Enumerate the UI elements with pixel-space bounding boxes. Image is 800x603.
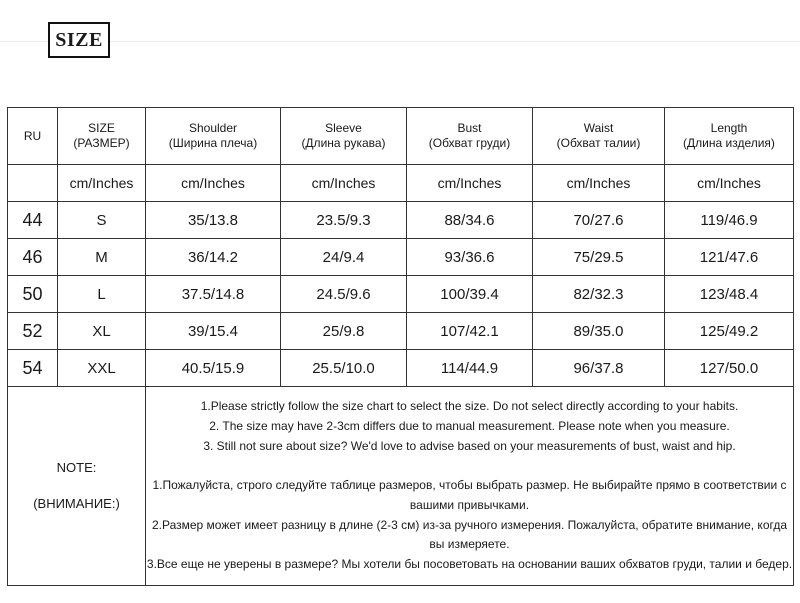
header-sleeve-ru: (Длина рукава): [301, 136, 386, 150]
length-cell: 121/47.6: [665, 239, 794, 276]
bust-cell: 114/44.9: [407, 350, 533, 387]
ru-size-cell: 44: [8, 202, 58, 239]
shoulder-cell: 39/15.4: [146, 313, 281, 350]
note-line-en: 3. Still not sure about size? We'd love to advise based on your measurements of bust, waist and hip.: [203, 438, 736, 453]
shoulder-cell: 35/13.8: [146, 202, 281, 239]
waist-cell: 75/29.5: [533, 239, 665, 276]
length-cell: 125/49.2: [665, 313, 794, 350]
header-waist-ru: (Обхват талии): [556, 136, 641, 150]
note-row: [8, 387, 794, 586]
header-bust-en: Bust: [457, 121, 482, 135]
bust-cell: 100/39.4: [407, 276, 533, 313]
bust-cell: 93/36.6: [407, 239, 533, 276]
header-sleeve-en: Sleeve: [325, 121, 362, 135]
note-line-ru: 2.Размер может имеет разницу в длине (2-3 см) из-за ручного измерения. Пожалуйста, обратите внимание, когда вы измеряете.: [151, 517, 788, 552]
shoulder-cell: 37.5/14.8: [146, 276, 281, 313]
letter-size-cell: L: [58, 276, 146, 313]
table-row: [8, 313, 794, 350]
sleeve-cell: 24/9.4: [281, 239, 407, 276]
table-row: [8, 350, 794, 387]
table-row: [8, 202, 794, 239]
header-length: [665, 108, 794, 165]
note-line-ru: 3.Все еще не уверены в размере? Мы хотели бы посоветовать на основании ваших обхватов груди, талии и бедер.: [146, 556, 793, 571]
note-label-ru: (ВНИМАНИЕ:): [33, 496, 120, 511]
header-bust: [407, 108, 533, 165]
header-divider: [0, 41, 800, 42]
units-cell-empty: [8, 165, 58, 202]
header-sleeve: [281, 108, 407, 165]
sleeve-cell: 23.5/9.3: [281, 202, 407, 239]
header-waist: [533, 108, 665, 165]
shoulder-cell: 40.5/15.9: [146, 350, 281, 387]
header-shoulder-ru: (Ширина плеча): [168, 136, 258, 150]
size-chart-table: [7, 107, 794, 586]
shoulder-cell: 36/14.2: [146, 239, 281, 276]
sleeve-cell: 25.5/10.0: [281, 350, 407, 387]
letter-size-cell: XL: [58, 313, 146, 350]
table-row: [8, 276, 794, 313]
sleeve-cell: 24.5/9.6: [281, 276, 407, 313]
waist-cell: 70/27.6: [533, 202, 665, 239]
units-cell: cm/Inches: [58, 165, 146, 202]
size-badge: SIZE: [48, 22, 110, 58]
header-row: [8, 108, 794, 165]
letter-size-cell: XXL: [58, 350, 146, 387]
header-length-en: Length: [710, 121, 748, 135]
length-cell: 119/46.9: [665, 202, 794, 239]
length-cell: 123/48.4: [665, 276, 794, 313]
waist-cell: 89/35.0: [533, 313, 665, 350]
header-bust-ru: (Обхват груди): [428, 136, 511, 150]
bust-cell: 88/34.6: [407, 202, 533, 239]
ru-size-cell: 50: [8, 276, 58, 313]
note-text-cell: [146, 387, 794, 586]
ru-size-cell: 52: [8, 313, 58, 350]
note-line-en: 2. The size may have 2-3cm differs due to manual measurement. Please note when you measure.: [209, 419, 730, 434]
header-size: [58, 108, 146, 165]
header-shoulder-en: Shoulder: [188, 121, 238, 135]
length-cell: 127/50.0: [665, 350, 794, 387]
bust-cell: 107/42.1: [407, 313, 533, 350]
note-line-ru: 1.Пожалуйста, строго следуйте таблице размеров, чтобы выбрать размер. Не выбирайте прямо в соответствии с вашими привычками.: [152, 478, 787, 512]
waist-cell: 96/37.8: [533, 350, 665, 387]
units-cell: cm/Inches: [146, 165, 281, 202]
ru-size-cell: 54: [8, 350, 58, 387]
units-cell: cm/Inches: [281, 165, 407, 202]
letter-size-cell: S: [58, 202, 146, 239]
sleeve-cell: 25/9.8: [281, 313, 407, 350]
units-row: [8, 165, 794, 202]
header-ru: RU: [8, 108, 58, 165]
units-cell: cm/Inches: [533, 165, 665, 202]
header-size-ru: (РАЗМЕР): [73, 136, 130, 150]
ru-size-cell: 46: [8, 239, 58, 276]
units-cell: cm/Inches: [407, 165, 533, 202]
note-label: NOTE:: [56, 460, 97, 475]
table-row: [8, 239, 794, 276]
letter-size-cell: M: [58, 239, 146, 276]
header-shoulder: [146, 108, 281, 165]
note-line-en: 1.Please strictly follow the size chart to select the size. Do not select directly according to your habits.: [200, 399, 739, 414]
note-english: [146, 397, 793, 456]
waist-cell: 82/32.3: [533, 276, 665, 313]
note-label-cell: [8, 387, 146, 586]
units-cell: cm/Inches: [665, 165, 794, 202]
header-waist-en: Waist: [583, 121, 614, 135]
note-russian: [146, 476, 793, 575]
header-length-ru: (Длина изделия): [683, 136, 775, 150]
header-size-en: SIZE: [88, 121, 115, 135]
